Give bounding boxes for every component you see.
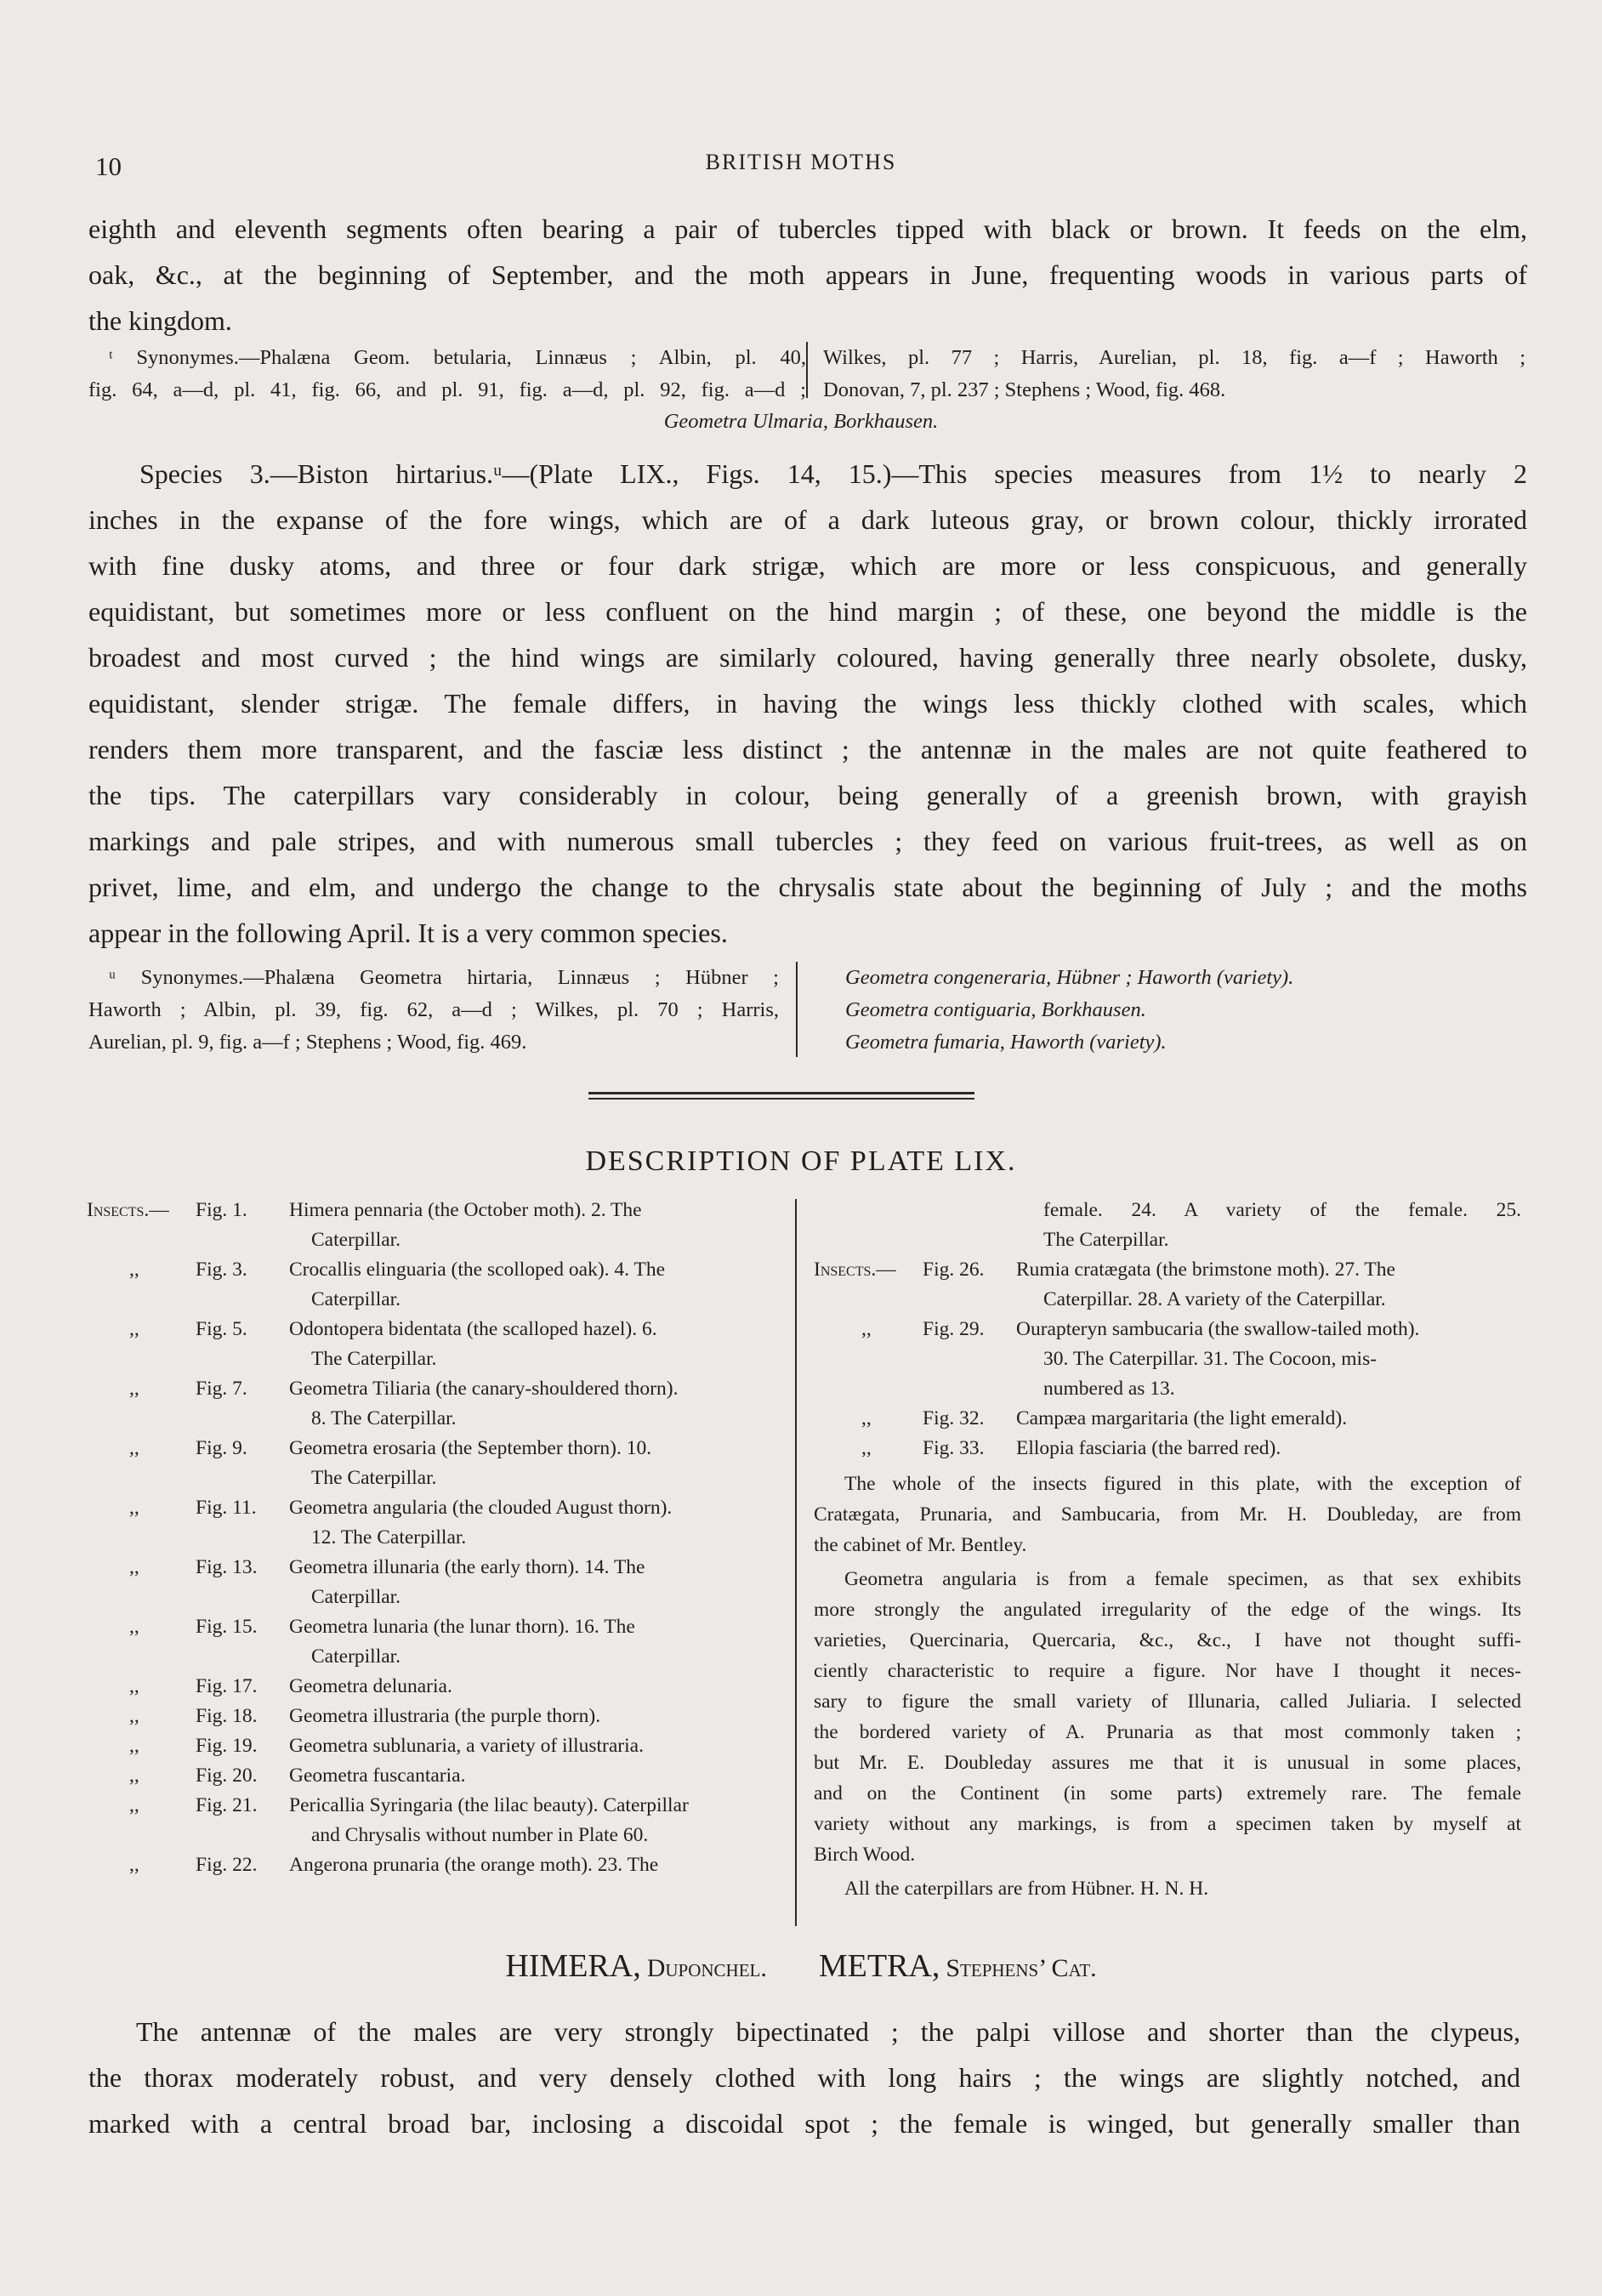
plate-note-sources bbox=[814, 1469, 1521, 1560]
column-divider bbox=[796, 962, 798, 1057]
entry-mark: ,, bbox=[861, 1318, 872, 1340]
footnote-synonyms-t-left bbox=[88, 342, 806, 406]
note-line: varieties, Quercinaria, Quercaria, &c., &c., I have not thought suffi- bbox=[814, 1629, 1521, 1651]
footnote-line: fig. 64, a—d, pl. 41, fig. 66, and pl. 91, fig. a—d, pl. 92, fig. a—d ; bbox=[88, 378, 806, 401]
figure-text: Odontopera bidentata (the scalloped hazel). 6. bbox=[289, 1318, 657, 1340]
figure-number: Fig. 13. bbox=[196, 1556, 258, 1578]
footnote-line: Geometra congeneraria, Hübner ; Haworth (variety). bbox=[845, 966, 1294, 989]
figure-number: Fig. 19. bbox=[196, 1735, 258, 1757]
column-divider bbox=[806, 342, 808, 398]
figure-number: Fig. 15. bbox=[196, 1616, 258, 1638]
figure-text: Geometra sublunaria, a variety of illustraria. bbox=[289, 1735, 644, 1757]
figure-entry bbox=[87, 1315, 780, 1374]
genus-name-himera: HIMERA, bbox=[505, 1948, 641, 1984]
text-line: appear in the following April. It is a very common species. bbox=[88, 918, 728, 948]
figure-continuation: Caterpillar. 28. A variety of the Caterpillar. bbox=[1043, 1288, 1386, 1310]
text-line: with fine dusky atoms, and three or four dark strigæ, which are more or less conspicuous, and generally bbox=[88, 550, 1527, 581]
note-line: but Mr. E. Doubleday assures me that it is unusual in some places, bbox=[814, 1752, 1521, 1774]
note-line: ciently characteristic to require a figure. Nor have I thought it neces- bbox=[814, 1660, 1521, 1682]
note-line: The whole of the insects figured in this plate, with the exception of bbox=[844, 1473, 1521, 1495]
figure-entry bbox=[87, 1731, 780, 1761]
footnote-line: Geometra contiguaria, Borkhausen. bbox=[845, 998, 1146, 1021]
entry-mark: ,, bbox=[129, 1616, 139, 1638]
footnote-synonyms-u-left bbox=[88, 962, 779, 1059]
figure-continuation: The Caterpillar. bbox=[311, 1348, 437, 1370]
text-line: equidistant, but sometimes more or less confluent on the hind margin ; of these, one beyond the middle is the bbox=[88, 596, 1527, 627]
figure-number: Fig. 32. bbox=[923, 1407, 985, 1429]
figure-number: Fig. 9. bbox=[196, 1437, 247, 1459]
figure-number: Fig. 7. bbox=[196, 1378, 247, 1400]
figure-text: Rumia cratægata (the brimstone moth). 27. The bbox=[1016, 1259, 1395, 1281]
figure-number: Fig. 22. bbox=[196, 1854, 258, 1876]
figure-number: Fig. 18. bbox=[196, 1705, 258, 1727]
footnote-line: ᵗ Synonymes.—Phalæna Geom. betularia, Linnæus ; Albin, pl. 40, bbox=[109, 346, 806, 369]
footnote-synonyms-u-right bbox=[845, 962, 1525, 1059]
figure-number: Fig. 1. bbox=[196, 1199, 247, 1221]
note-line: more strongly the angulated irregularity of the edge of the wings. Its bbox=[814, 1599, 1521, 1621]
figure-text: Geometra angularia (the clouded August thorn). bbox=[289, 1497, 673, 1519]
figure-text: Ellopia fasciaria (the barred red). bbox=[1016, 1437, 1281, 1459]
entry-mark: ,, bbox=[861, 1407, 872, 1429]
text-line: marked with a central broad bar, inclosing a discoidal spot ; the female is winged, but generally smaller than bbox=[88, 2108, 1520, 2139]
text-line: the kingdom. bbox=[88, 305, 232, 336]
figure-text: Geometra illustraria (the purple thorn). bbox=[289, 1705, 601, 1727]
figure-number: Fig. 33. bbox=[923, 1437, 985, 1459]
plate-description-heading: DESCRIPTION OF PLATE LIX. bbox=[585, 1145, 1017, 1177]
figure-entry bbox=[87, 1255, 780, 1315]
figure-entry bbox=[87, 1553, 780, 1612]
entry-mark: ,, bbox=[129, 1437, 139, 1459]
figure-text: Geometra fuscantaria. bbox=[289, 1765, 466, 1787]
figure-continuation: The Caterpillar. bbox=[311, 1467, 437, 1489]
figure-continuation: The Caterpillar. bbox=[1043, 1229, 1169, 1251]
genus-heading bbox=[0, 1947, 1602, 1985]
entry-mark: Insects.— bbox=[87, 1199, 169, 1221]
figure-continuation: Caterpillar. bbox=[311, 1288, 401, 1310]
note-line: Cratægata, Prunaria, and Sambucaria, from Mr. H. Doubleday, are from bbox=[814, 1503, 1521, 1526]
figure-continuation: 30. The Caterpillar. 31. The Cocoon, mis- bbox=[1043, 1348, 1378, 1370]
figure-number: Fig. 29. bbox=[923, 1318, 985, 1340]
figure-continuation: and Chrysalis without number in Plate 60. bbox=[311, 1824, 649, 1846]
figure-entry bbox=[87, 1612, 780, 1672]
figure-entry bbox=[87, 1672, 780, 1702]
plate-note-caterpillars: All the caterpillars are from Hübner. H. N. H. bbox=[844, 1878, 1209, 1900]
figure-text: Ourapteryn sambucaria (the swallow-tailed moth). bbox=[1016, 1318, 1420, 1340]
text-line: oak, &c., at the beginning of September, and the moth appears in June, frequenting woods in various parts of bbox=[88, 259, 1527, 290]
genus-author-duponchel: Duponchel. bbox=[646, 1954, 767, 1982]
figure-text: Geometra Tiliaria (the canary-shouldered thorn). bbox=[289, 1378, 679, 1400]
figure-continuation: female. 24. A variety of the female. 25. bbox=[1043, 1199, 1521, 1221]
entry-mark: ,, bbox=[129, 1705, 139, 1727]
entry-mark: ,, bbox=[129, 1378, 139, 1400]
himera-description-paragraph bbox=[88, 2009, 1520, 2146]
figure-text: Crocallis elinguaria (the scolloped oak). 4. The bbox=[289, 1259, 666, 1281]
figure-text: Geometra delunaria. bbox=[289, 1675, 452, 1697]
entry-mark: ,, bbox=[861, 1437, 872, 1459]
text-line: renders them more transparent, and the fasciæ less distinct ; the antennæ in the males are not quite feathered to bbox=[88, 734, 1527, 764]
figure-continuation: Caterpillar. bbox=[311, 1229, 401, 1251]
note-line: Geometra angularia is from a female specimen, as that sex exhibits bbox=[844, 1568, 1521, 1590]
figure-continuation: 8. The Caterpillar. bbox=[311, 1407, 457, 1429]
figure-text: Himera pennaria (the October moth). 2. The bbox=[289, 1199, 642, 1221]
footnote-synonyms-t-right bbox=[823, 342, 1525, 406]
note-line: variety without any markings, is from a specimen taken by myself at bbox=[814, 1813, 1521, 1835]
figure-continuation: 12. The Caterpillar. bbox=[311, 1526, 467, 1549]
text-line: equidistant, slender strigæ. The female differs, in having the wings less thickly clothed with scales, which bbox=[88, 688, 1527, 719]
figure-entry bbox=[87, 1196, 780, 1255]
footnote-line: Haworth ; Albin, pl. 39, fig. 62, a—d ; Wilkes, pl. 70 ; Harris, bbox=[88, 998, 779, 1021]
running-title: BRITISH MOTHS bbox=[705, 150, 897, 174]
text-line: eighth and eleventh segments often bearing a pair of tubercles tipped with black or brown. It feeds on the elm, bbox=[88, 213, 1527, 244]
text-line: The antennæ of the males are very strongly bipectinated ; the palpi villose and shorter than the clypeus, bbox=[136, 2016, 1520, 2047]
figure-text: Campæa margaritaria (the light emerald). bbox=[1016, 1407, 1348, 1429]
figure-entry bbox=[87, 1850, 780, 1880]
text-line: the thorax moderately robust, and very densely clothed with long hairs ; the wings are slightly notched, and bbox=[88, 2062, 1520, 2093]
figure-entry bbox=[814, 1255, 1521, 1315]
text-line: inches in the expanse of the fore wings, which are of a dark luteous gray, or brown colour, thickly irrorated bbox=[88, 504, 1527, 535]
plate-figures-left-column bbox=[87, 1196, 780, 1880]
genus-name-metra: METRA, bbox=[818, 1948, 940, 1984]
figure-entry bbox=[87, 1434, 780, 1493]
entry-mark: ,, bbox=[129, 1765, 139, 1787]
note-line: sary to figure the small variety of Illunaria, called Juliaria. I selected bbox=[814, 1691, 1521, 1713]
footnote-line: Wilkes, pl. 77 ; Harris, Aurelian, pl. 18, fig. a—f ; Haworth ; bbox=[823, 346, 1525, 369]
text-line: the tips. The caterpillars vary considerably in colour, being generally of a greenish brown, with grayish bbox=[88, 780, 1527, 810]
figure-number: Fig. 17. bbox=[196, 1675, 258, 1697]
figure-entry bbox=[814, 1315, 1521, 1404]
text-line: Species 3.—Biston hirtarius.ᵘ—(Plate LIX., Figs. 14, 15.)—This species measures from 1½ to nearly 2 bbox=[139, 458, 1527, 489]
text-line: privet, lime, and elm, and undergo the change to the chrysalis state about the beginning of July ; and the moths bbox=[88, 872, 1527, 902]
column-divider bbox=[795, 1199, 797, 1926]
text-line: markings and pale stripes, and with numerous small tubercles ; they feed on various fruit-trees, as well as on bbox=[88, 826, 1527, 856]
figure-number: Fig. 11. bbox=[196, 1497, 257, 1519]
figure-continuation: numbered as 13. bbox=[1043, 1378, 1175, 1400]
intro-paragraph bbox=[88, 206, 1527, 344]
figure-number: Fig. 26. bbox=[923, 1259, 985, 1281]
figure-number: Fig. 21. bbox=[196, 1794, 258, 1816]
entry-mark: ,, bbox=[129, 1854, 139, 1876]
figure-entry bbox=[87, 1791, 780, 1850]
entry-mark: ,, bbox=[129, 1794, 139, 1816]
figure-number: Fig. 3. bbox=[196, 1259, 247, 1281]
page-number: 10 bbox=[95, 151, 122, 181]
plate-figures-right-column bbox=[814, 1196, 1521, 1904]
figure-text: Geometra erosaria (the September thorn). 10. bbox=[289, 1437, 652, 1459]
note-line: the cabinet of Mr. Bentley. bbox=[814, 1534, 1027, 1556]
text-line: broadest and most curved ; the hind wings are similarly coloured, having generally three nearly obsolete, dusky, bbox=[88, 642, 1527, 673]
figure-entry bbox=[87, 1374, 780, 1434]
figure-continuation: Caterpillar. bbox=[311, 1645, 401, 1668]
figure-entry bbox=[87, 1761, 780, 1791]
note-line: Birch Wood. bbox=[814, 1844, 916, 1866]
entry-mark: ,, bbox=[129, 1675, 139, 1697]
figure-text: Angerona prunaria (the orange moth). 23. The bbox=[289, 1854, 659, 1876]
figure-text: Pericallia Syringaria (the lilac beauty). Caterpillar bbox=[289, 1794, 689, 1816]
figure-text: Geometra illunaria (the early thorn). 14. The bbox=[289, 1556, 645, 1578]
figure-text: Geometra lunaria (the lunar thorn). 16. The bbox=[289, 1616, 635, 1638]
figure-entry bbox=[87, 1493, 780, 1553]
footnote-line: Geometra fumaria, Haworth (variety). bbox=[845, 1031, 1167, 1054]
plate-note-angularia bbox=[814, 1564, 1521, 1870]
entry-mark: ,, bbox=[129, 1259, 139, 1281]
genus-author-stephens: Stephens’ Cat. bbox=[946, 1954, 1097, 1982]
note-line: and on the Continent (in some parts) extremely rare. The female bbox=[814, 1782, 1521, 1804]
figure-entry bbox=[87, 1702, 780, 1731]
figure-entry bbox=[814, 1434, 1521, 1463]
footnote-line: ᵘ Synonymes.—Phalæna Geometra hirtaria, Linnæus ; Hübner ; bbox=[109, 966, 779, 989]
species-3-paragraph bbox=[88, 451, 1527, 956]
figure-number: Fig. 5. bbox=[196, 1318, 247, 1340]
figure-number: Fig. 20. bbox=[196, 1765, 258, 1787]
footnote-line: Donovan, 7, pl. 237 ; Stephens ; Wood, fig. 468. bbox=[823, 378, 1226, 401]
entry-mark: ,, bbox=[129, 1318, 139, 1340]
double-rule-top bbox=[588, 1092, 974, 1094]
figure-entry bbox=[814, 1404, 1521, 1434]
entry-mark: ,, bbox=[129, 1735, 139, 1757]
entry-mark: ,, bbox=[129, 1556, 139, 1578]
footnote-line: Geometra Ulmaria, Borkhausen. bbox=[663, 410, 939, 433]
figure-continuation: Caterpillar. bbox=[311, 1586, 401, 1608]
note-line: the bordered variety of A. Prunaria as that most commonly taken ; bbox=[814, 1721, 1521, 1743]
entry-mark: Insects.— bbox=[814, 1259, 896, 1281]
footnote-line: Aurelian, pl. 9, fig. a—f ; Stephens ; Wood, fig. 469. bbox=[88, 1031, 527, 1054]
entry-mark: ,, bbox=[129, 1497, 139, 1519]
double-rule-bottom bbox=[588, 1098, 974, 1100]
